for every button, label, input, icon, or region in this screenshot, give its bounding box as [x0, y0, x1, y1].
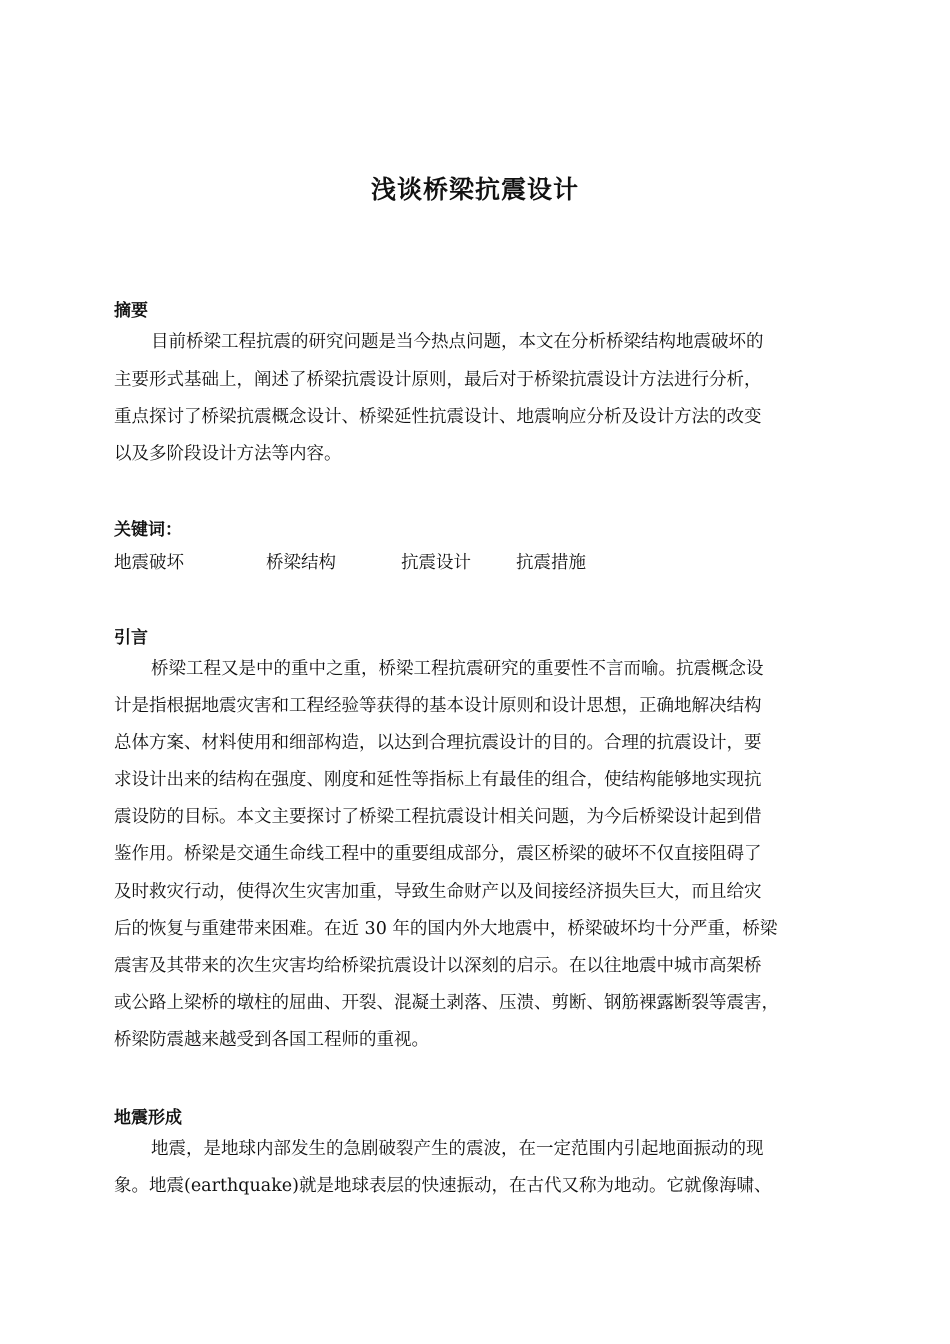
abstract-line: 目前桥梁工程抗震的研究问题是当今热点问题，本文在分析桥梁结构地震破坏的 [151, 332, 764, 352]
formation-heading: 地震形成 [114, 1108, 182, 1128]
intro-line: 总体方案、材料使用和细部构造，以达到合理抗震设计的目的。合理的抗震设计，要 [114, 733, 762, 753]
intro-line: 震害及其带来的次生灾害均给桥梁抗震设计以深刻的启示。在以往地震中城市高架桥 [114, 956, 762, 976]
intro-heading: 引言 [114, 628, 148, 648]
intro-line: 鉴作用。桥梁是交通生命线工程中的重要组成部分，震区桥梁的破坏不仅直接阻碍了 [114, 844, 762, 864]
intro-line: 或公路上梁桥的墩柱的屈曲、开裂、混凝土剥落、压溃、剪断、钢筋裸露断裂等震害， [114, 993, 779, 1013]
keyword-item: 抗震设计 [401, 553, 471, 573]
intro-line: 桥梁工程又是中的重中之重，桥梁工程抗震研究的重要性不言而喻。抗震概念设 [151, 659, 764, 679]
intro-line: 桥梁防震越来越受到各国工程师的重视。 [114, 1030, 429, 1050]
intro-line: 后的恢复与重建带来困难。在近 30 年的国内外大地震中，桥梁破坏均十分严重，桥梁 [114, 919, 778, 939]
intro-line: 震设防的目标。本文主要探讨了桥梁工程抗震设计相关问题，为今后桥梁设计起到借 [114, 807, 762, 827]
keyword-item: 地震破坏 [114, 553, 184, 573]
intro-line: 计是指根据地震灾害和工程经验等获得的基本设计原则和设计思想，正确地解决结构 [114, 696, 762, 716]
formation-line: 象。地震(earthquake)就是地球表层的快速振动，在古代又称为地动。它就像海啸、 [114, 1176, 772, 1196]
abstract-line: 以及多阶段设计方法等内容。 [114, 444, 342, 464]
formation-line: 地震，是地球内部发生的急剧破裂产生的震波，在一定范围内引起地面振动的现 [151, 1139, 764, 1159]
abstract-line: 重点探讨了桥梁抗震概念设计、桥梁延性抗震设计、地震响应分析及设计方法的改变 [114, 407, 762, 427]
intro-line: 及时救灾行动，使得次生灾害加重，导致生命财产以及间接经济损失巨大，而且给灾 [114, 882, 762, 902]
keywords-heading: 关键词： [114, 520, 182, 540]
intro-line: 求设计出来的结构在强度、刚度和延性等指标上有最佳的组合，使结构能够地实现抗 [114, 770, 762, 790]
keyword-item: 桥梁结构 [266, 553, 336, 573]
document-title: 浅谈桥梁抗震设计 [370, 175, 579, 204]
abstract-line: 主要形式基础上，阐述了桥梁抗震设计原则，最后对于桥梁抗震设计方法进行分析， [114, 370, 762, 390]
keyword-item: 抗震措施 [516, 553, 586, 573]
abstract-heading: 摘要 [114, 301, 148, 321]
